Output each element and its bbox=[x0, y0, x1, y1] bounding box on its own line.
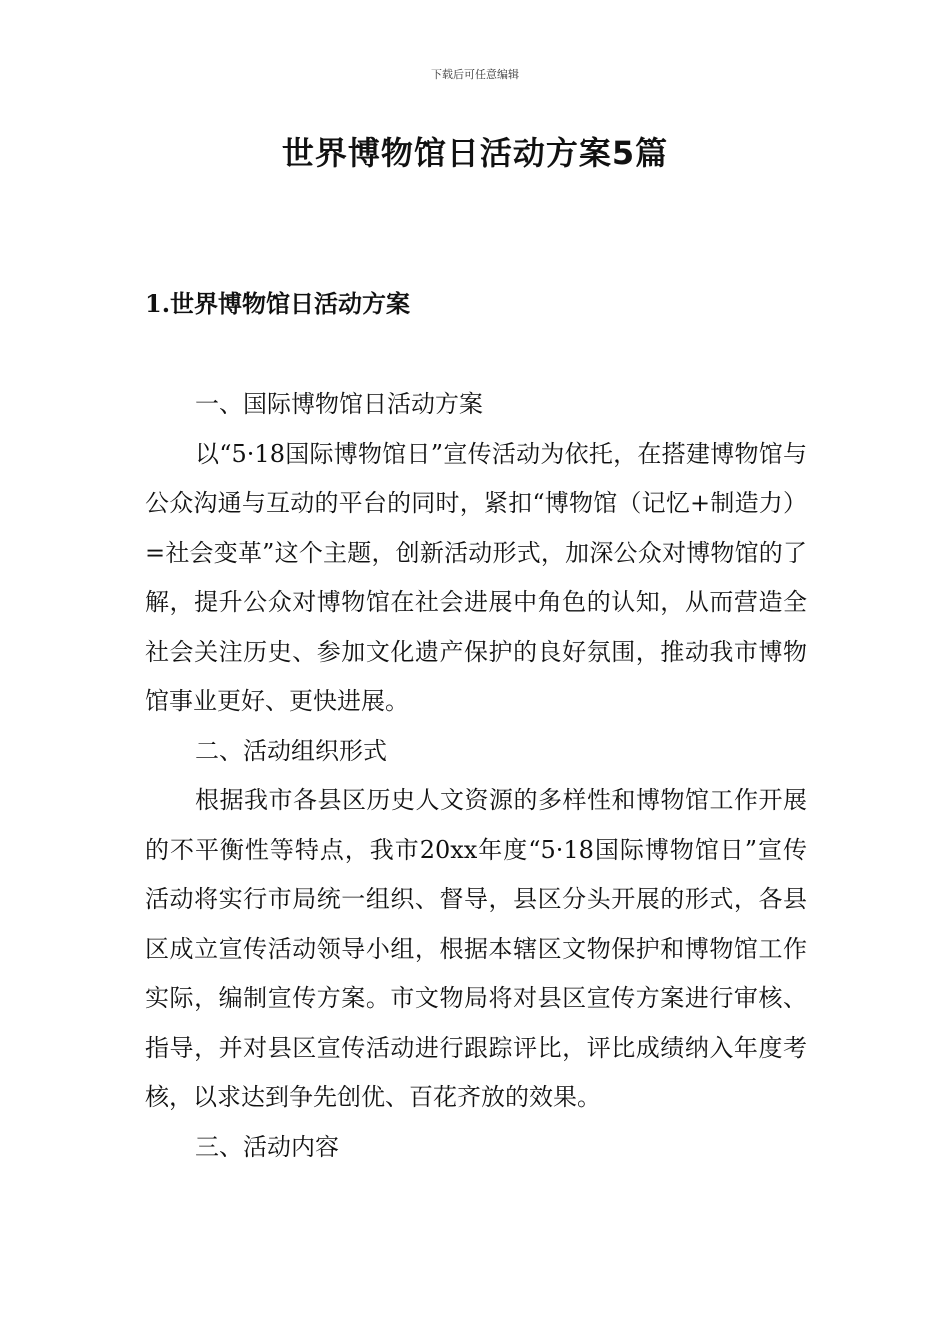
paragraph-2: 根据我市各县区历史人文资源的多样性和博物馆工作开展的不平衡性等特点，我市20xx年度“5·18国际博物馆日”宣传活动将实行市局统一组织、督导，县区分头开展的形式，各县区成立宣传活动领导小组，根据本辖区文物保护和博物馆工作实际，编制宣传方案。市文物局将对县区宣传方案进行审核、指导，并对县区宣传活动进行跟踪评比，评比成绩纳入年度考核，以求达到争先创优、百花齐放的效果。 bbox=[145, 786, 807, 1111]
header-note: 下载后可任意编辑 bbox=[431, 68, 519, 81]
body-text bbox=[145, 380, 807, 1172]
document-title: 世界博物馆日活动方案5篇 bbox=[281, 134, 669, 172]
subheading-1: 一、国际博物馆日活动方案 bbox=[195, 390, 483, 418]
paragraph-1: 以“5·18国际博物馆日”宣传活动为依托，在搭建博物馆与公众沟通与互动的平台的同时，紧扣“博物馆（记忆+制造力）=社会变革”这个主题，创新活动形式，加深公众对博物馆的了解，提升公众对博物馆在社会进展中角色的认知，从而营造全社会关注历史、参加文化遗产保护的良好氛围，推动我市博物馆事业更好、更快进展。 bbox=[145, 439, 807, 715]
section-heading: 1.世界博物馆日活动方案 bbox=[145, 289, 411, 318]
subheading-3: 三、活动内容 bbox=[195, 1132, 339, 1161]
subheading-2: 二、活动组织形式 bbox=[195, 736, 387, 765]
